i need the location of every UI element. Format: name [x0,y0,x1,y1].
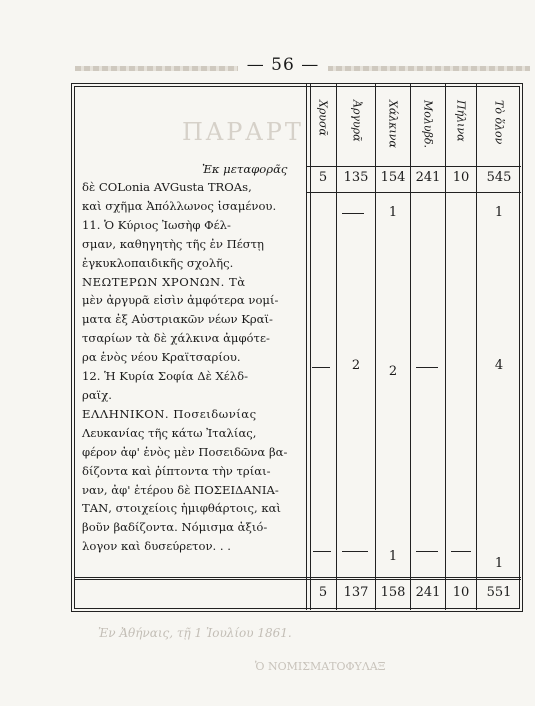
carried-lead: 241 [415,170,441,185]
carried-copper: 154 [380,170,406,185]
col-head-clay: Πήλινα [454,100,468,142]
entry2-total: 4 [494,358,504,373]
show-through-heading: ΠΑΡΑΡΤ [182,118,304,146]
show-through-signature: Ὁ ΝΟΜΙΣΜΑΤΟΦΥΛΑΞ [255,660,386,673]
column-divider [306,84,311,610]
col-head-copper: Χάλκινα [386,100,400,148]
entry1-copper: 1 [388,205,398,220]
totals-rule-2 [75,579,521,580]
entry-line: ΤΑΝ, στοιχείοις ἡμιφθάρτοις, καὶ [82,501,281,516]
entry3-copper: 1 [388,549,398,564]
dash [312,367,330,368]
col-head-silver: Ἀργυρᾶ [350,100,364,142]
entry-line: σμαν, καθηγητὴς τῆς ἐν Πέστῃ [82,236,264,251]
carried-silver: 135 [343,170,369,185]
total-lead: 241 [415,585,441,600]
total-gold: 5 [318,585,328,600]
entry-line: ναν, ἀφ' ἑτέρου δὲ ΠΟΣΕΙΔΑΝΙΑ- [82,482,279,497]
entry-line: λογον καὶ δυσεύρετον. . . [82,539,231,554]
page-number: — 56 — [238,55,328,75]
total-silver: 137 [343,585,369,600]
entry-line: καὶ σχῆμα Ἀπόλλωνος ἱσαμένου. [82,198,277,213]
column-divider [476,84,477,610]
entry-line: τσαρίων τὰ δὲ χάλκινα ἀμφότε- [82,331,270,346]
entry-line: ρα ἑνὸς νέου Κραϊτσαρίου. [82,350,241,365]
dash [342,213,364,214]
entry-line: Λευκανίας τῆς κάτω Ἰταλίας, [82,425,257,440]
column-divider [445,84,446,610]
entry-line: φέρον ἀφ' ἑνὸς μὲν Ποσειδῶνα βα- [82,444,288,459]
col-head-total: Τὸ ὅλον [492,100,506,145]
entry-line: ΝΕΩΤΕΡΩΝ ΧΡΟΝΩΝ. Τὰ [82,274,246,289]
total-clay: 10 [452,585,470,600]
column-divider [375,84,376,610]
header-rule [306,166,521,167]
totals-rule [75,577,521,578]
entry-line: βοῦν βαδίζοντα. Νόμισμα ἀξιό- [82,520,268,535]
dash [416,367,438,368]
dash [451,551,471,552]
entry-description [82,178,306,556]
entry-line: 12. Ἡ Κυρία Σοφία Δὲ Χέλδ- [82,369,249,384]
entry2-silver: 2 [351,358,361,373]
entry-line: μὲν ἀργυρᾶ εἰσὶν ἀμφότερα νομί- [82,293,279,308]
entry1-total: 1 [494,205,504,220]
column-divider [336,84,337,610]
entry2-copper: 2 [388,364,398,379]
entry-line: ἐγκυκλοπαιδικῆς σχολῆς. [82,255,234,270]
total-all: 551 [486,585,512,600]
carried-rule [306,192,521,193]
column-divider [410,84,411,610]
entry-line: 11. Ὁ Κύριος Ἰωσὴφ Φέλ- [82,217,231,232]
dash [342,551,368,552]
carried-total: 545 [486,170,512,185]
entry-line: ΕΛΛΗΝΙΚΟΝ. Ποσειδωνίας [82,406,257,421]
show-through-date: Ἐν Ἀθήναις, τῇ 1 Ἰουλίου 1861. [98,626,292,640]
dash [416,551,438,552]
entry-line: ματα ἐξ Αὐστριακῶν νέων Κραϊ- [82,312,273,327]
carried-forward-label: Ἐκ μεταφορᾶς [202,162,288,176]
entry-line: δίζοντα καὶ ῥίπτοντα τὴν τρίαι- [82,463,271,478]
dash [313,551,331,552]
carried-clay: 10 [452,170,470,185]
entry-line: ραϊχ. [82,387,112,402]
entry3-total: 1 [494,556,504,571]
carried-gold: 5 [318,170,328,185]
col-head-lead: Μολυβδ. [421,100,435,149]
total-copper: 158 [380,585,406,600]
entry-line: δὲ COLonia AVGusta TROAs, [82,180,252,194]
col-head-gold: Χρυσᾶ [316,100,330,136]
